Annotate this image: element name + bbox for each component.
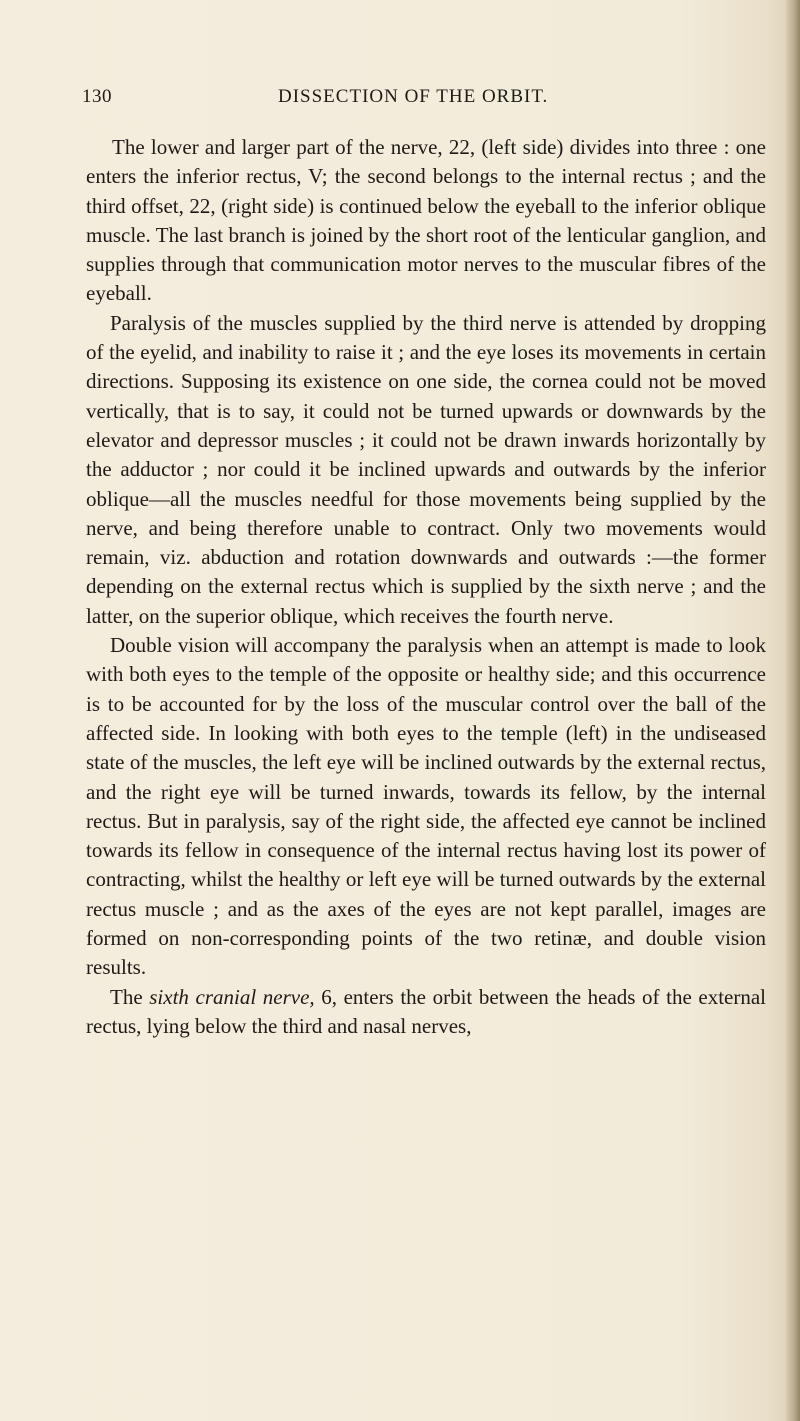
paragraph-3: Double vision will accompany the paralysis when an attempt is made to look with both eyes to the temple of the opposite or healthy side; and this occurrence is to be accounted for by the loss of the muscular control over the ball of the affected side. In looking with both eyes to the temple (left) in the undiseased state of the muscles, the left eye will be inclined outwards by the external rectus, and the right eye will be turned inwards, towards its fellow, by the internal rectus. But in paralysis, say of the right side, the affected eye cannot be inclined towards its fellow in consequence of the internal rectus having lost its power of contracting, whilst the healthy or left eye will be turned outwards by the external rectus muscle ; and as the axes of the eyes are not kept parallel, images are formed on non-corresponding points of the two retinæ, and double vision results.: [86, 633, 766, 980]
running-head: DISSECTION OF THE ORBIT.: [278, 86, 549, 107]
page-header: [82, 86, 766, 116]
body-text: [86, 133, 766, 1041]
page-edge-shadow: [786, 0, 800, 1421]
page-number: 130: [82, 86, 112, 107]
sixth-cranial-nerve-term: sixth cranial nerve,: [149, 984, 315, 1009]
paragraph-4-rest: 6, enters the orbit between the heads of the external rectus, lying below the third and nasal nerves,: [86, 984, 766, 1038]
paragraph-4-lead: The: [110, 984, 150, 1009]
paragraph-1: The lower and larger part of the nerve, 22, (left side) divides into three : one enters the inferior rectus, V; the second belongs to the internal rectus ; and the third offset, 22, (right side) is continued below the eyeball to the inferior oblique muscle. The last branch is joined by the short root of the lenticular ganglion, and supplies through that communication motor nerves to the muscular fibres of the eyeball.: [86, 135, 766, 306]
paragraph-4: [86, 983, 766, 1042]
paragraph-2: Paralysis of the muscles supplied by the third nerve is attended by dropping of the eyelid, and inability to raise it ; and the eye loses its movements in certain directions. Supposing its existence on one side, the cornea could not be moved vertically, that is to say, it could not be turned upwards or downwards by the elevator and depressor muscles ; it could not be drawn inwards horizontally by the adductor ; nor could it be inclined upwards and outwards by the inferior oblique—all the muscles needful for those movements being supplied by the nerve, and being therefore unable to contract. Only two movements would remain, viz. abduction and rotation downwards and outwards :—the former depending on the external rectus which is supplied by the sixth nerve ; and the latter, on the superior oblique, which receives the fourth nerve.: [86, 310, 766, 628]
